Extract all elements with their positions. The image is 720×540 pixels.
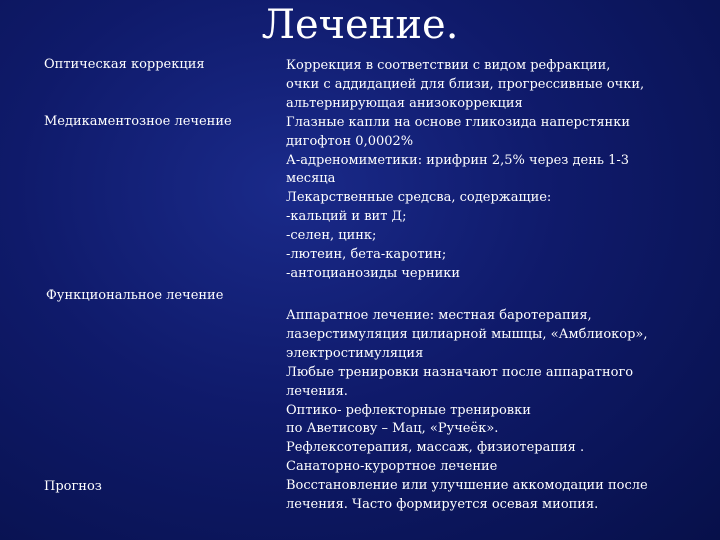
text-line: лечения. Часто формируется осевая миопия. bbox=[286, 497, 599, 513]
text-line: Восстановление или улучшение аккомодации после bbox=[286, 478, 648, 494]
text-line: лазерстимуляция цилиарной мышцы, «Амблиокор», bbox=[286, 326, 648, 342]
text-line: -антоцианозиды черники bbox=[286, 265, 461, 281]
label-functional-treatment: Функциональное лечение bbox=[46, 288, 224, 303]
label-optical-correction: Оптическая коррекция bbox=[44, 57, 205, 72]
text-line: А-адреномиметики: ирифрин 2,5% через день 1-3 bbox=[286, 152, 630, 168]
text-line: Любые тренировки назначают после аппаратного bbox=[286, 364, 634, 380]
treatment-text-block-1 bbox=[286, 57, 706, 284]
text-line: Санаторно-курортное лечение bbox=[286, 459, 498, 475]
text-line: по Аветисову – Мац, «Ручеёк». bbox=[286, 421, 499, 437]
text-line: очки с аддидацией для близи, прогрессивные очки, bbox=[286, 76, 645, 92]
text-line: Оптико- рефлекторные тренировки bbox=[286, 402, 531, 418]
label-prognosis: Прогноз bbox=[44, 479, 102, 494]
text-line: -селен, цинк; bbox=[286, 228, 377, 244]
text-line: Коррекция в соответствии с видом рефракции, bbox=[286, 58, 611, 73]
text-line: месяца bbox=[286, 171, 336, 187]
text-line: лечения. bbox=[286, 383, 348, 399]
text-line: Рефлексотерапия, массаж, физиотерапия . bbox=[286, 440, 585, 456]
text-line: электростимуляция bbox=[286, 345, 424, 361]
text-line: Лекарственные средсва, содержащие: bbox=[286, 190, 552, 206]
text-line: альтернирующая анизокоррекция bbox=[286, 95, 523, 111]
treatment-text-block-2 bbox=[286, 307, 706, 515]
slide-title: Лечение. bbox=[261, 2, 459, 48]
label-medical-treatment: Медикаментозное лечение bbox=[44, 114, 232, 129]
text-line: Глазные капли на основе гликозида наперстянки bbox=[286, 114, 630, 130]
text-line: дигофтон 0,0002% bbox=[286, 133, 414, 149]
text-line: -лютеин, бета-каротин; bbox=[286, 247, 447, 263]
text-line: Аппаратное лечение: местная баротерапия, bbox=[286, 308, 592, 323]
text-line: -кальций и вит Д; bbox=[286, 209, 407, 225]
